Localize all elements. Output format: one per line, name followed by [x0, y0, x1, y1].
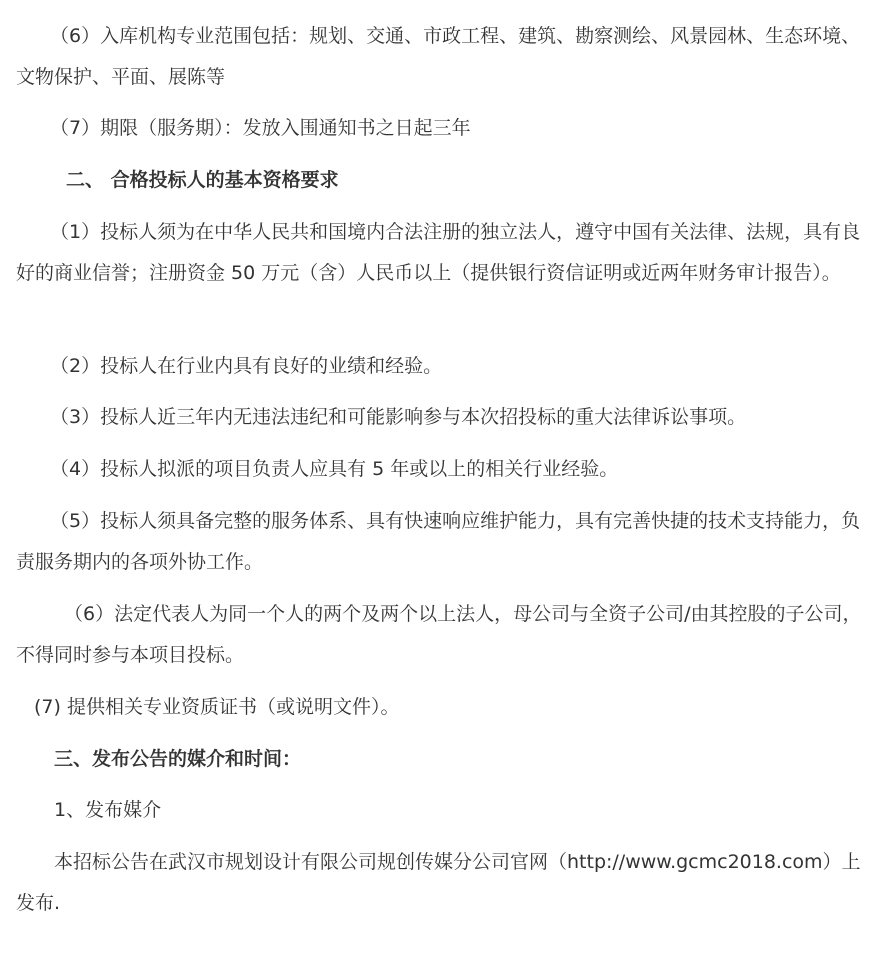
paragraph-scope: （6）入库机构专业范围包括：规划、交通、市政工程、建筑、勘察测绘、风景园林、生态环境、文物保护、平面、展陈等	[16, 25, 861, 88]
subheading-media: 1、发布媒介	[54, 799, 162, 821]
term-label: （7）期限（服务期）：	[50, 117, 243, 139]
paragraph-requirement-4: （4）投标人拟派的项目负责人应具有 5 年或以上的相关行业经验。	[50, 458, 619, 480]
paragraph-media-body: 本招标公告在武汉市规划设计有限公司规创传媒分公司官网（http://www.gcmc2018.com）上发布.	[16, 851, 861, 914]
paragraph-requirement-3: （3）投标人近三年内无违法违纪和可能影响参与本次招投标的重大法律诉讼事项。	[50, 406, 747, 428]
paragraph-requirement-7: (7) 提供相关专业资质证书（或说明文件）。	[34, 696, 400, 718]
paragraph-requirement-2: （2）投标人在行业内具有良好的业绩和经验。	[50, 355, 443, 377]
section-heading-media: 三、发布公告的媒介和时间：	[54, 748, 302, 770]
section-heading-qualifications: 二、 合格投标人的基本资格要求	[66, 169, 339, 191]
paragraph-requirement-6: （6）法定代表人为同一个人的两个及两个以上法人，母公司与全资子公司/由其控股的子公司，不得同时参与本项目投标。	[16, 603, 862, 666]
term-value: 发放入围通知书之日起三年	[242, 117, 471, 139]
paragraph-requirement-5: （5）投标人须具备完整的服务体系、具有快速响应维护能力，具有完善快捷的技术支持能力，负责服务期内的各项外协工作。	[16, 510, 861, 573]
paragraph-requirement-1: （1）投标人须为在中华人民共和国境内合法注册的独立法人，遵守中国有关法律、法规，具有良好的商业信誉；注册资金 50 万元（含）人民币以上（提供银行资信证明或近两年财务审计报告）。	[16, 221, 861, 284]
paragraph-term	[16, 108, 866, 149]
